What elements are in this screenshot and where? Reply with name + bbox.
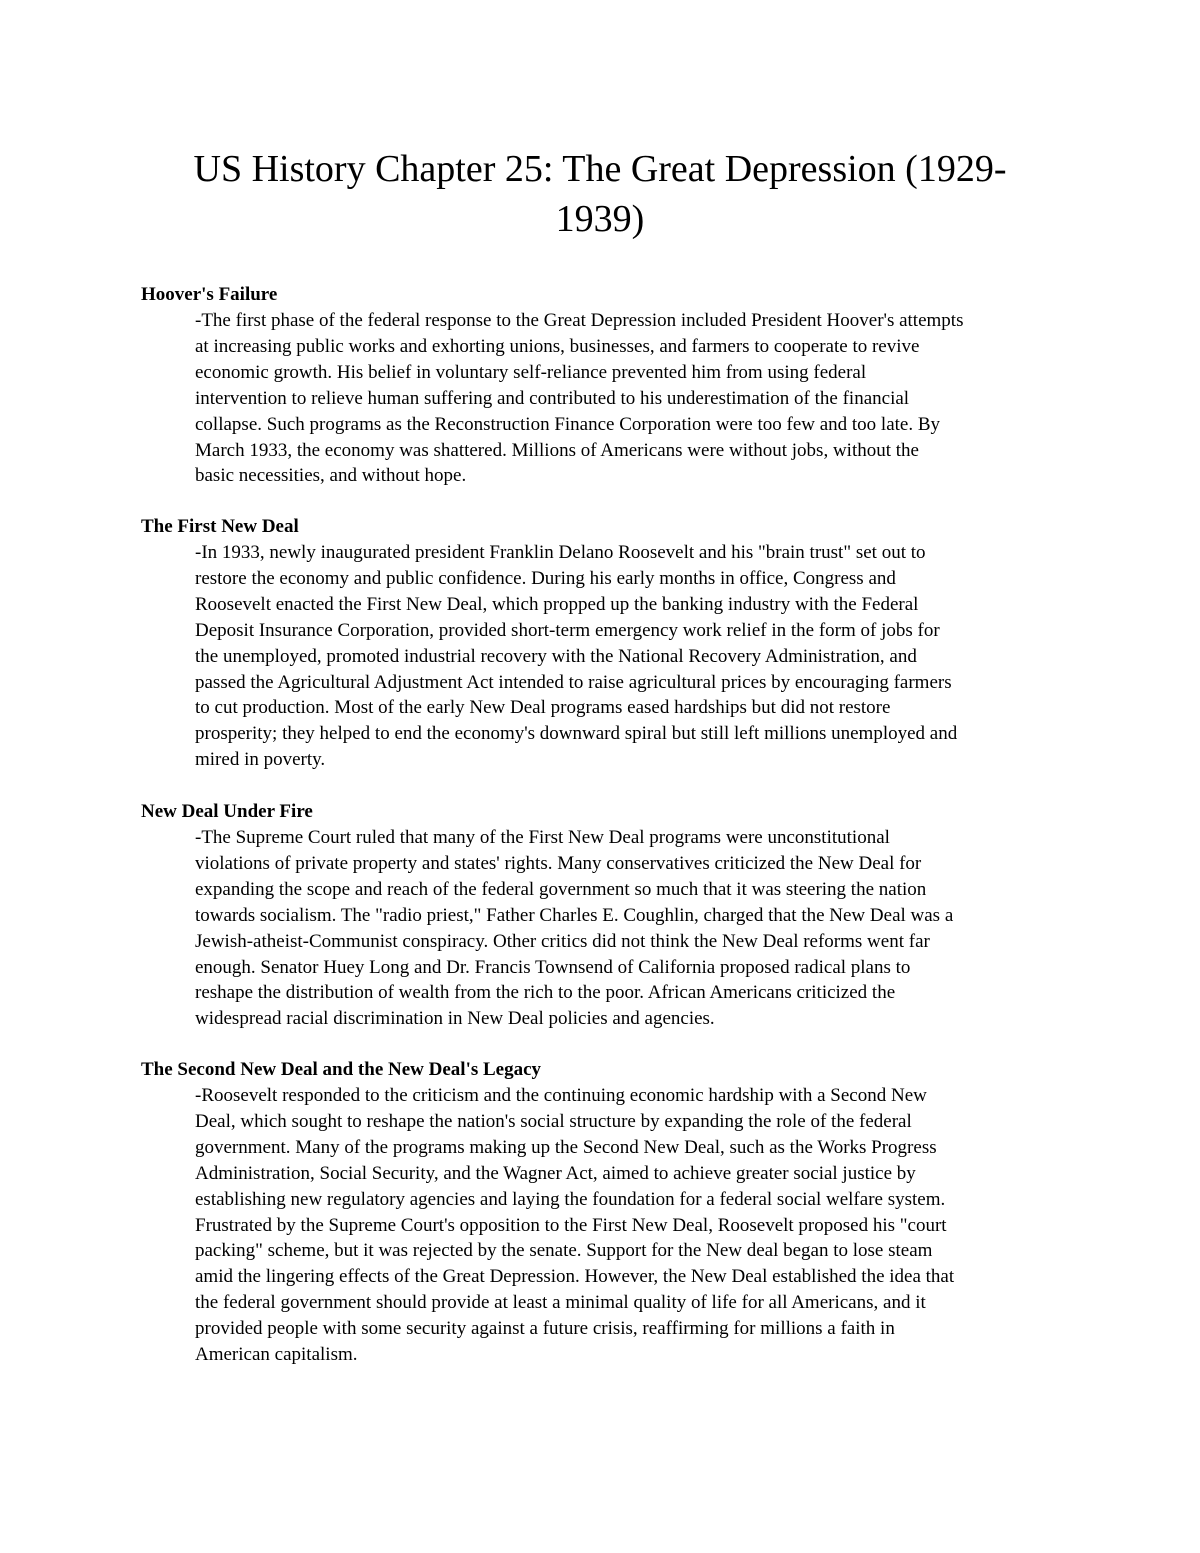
section-first-new-deal (141, 514, 1071, 773)
section-paragraph (195, 308, 1065, 489)
section-paragraph (195, 825, 1065, 1032)
paragraph-line: Jewish-atheist-Communist conspiracy. Other critics did not think the New Deal reforms went far (195, 930, 930, 952)
paragraph-line: Administration, Social Security, and the Wagner Act, aimed to achieve greater social justice by (195, 1162, 916, 1184)
paragraph-line: the federal government should provide at least a minimal quality of life for all Americans, and it (195, 1292, 926, 1314)
title-line-2: 1939) (555, 198, 645, 240)
paragraph-line: restore the economy and public confidence. During his early months in office, Congress and (195, 567, 896, 589)
paragraph-line: prosperity; they helped to end the economy's downward spiral but still left millions unemployed and (195, 723, 958, 745)
paragraph-line: March 1933, the economy was shattered. Millions of Americans were without jobs, without the (195, 439, 919, 461)
paragraph-line: amid the lingering effects of the Great Depression. However, the New Deal established the idea that (195, 1266, 955, 1288)
paragraph-line: basic necessities, and without hope. (195, 465, 467, 487)
paragraph-line: economic growth. His belief in voluntary self-reliance prevented him from using federal (195, 361, 867, 383)
section-heading: New Deal Under Fire (141, 801, 313, 822)
paragraph-line: passed the Agricultural Adjustment Act intended to raise agricultural prices by encouraging farmers (195, 671, 952, 693)
paragraph-line: packing" scheme, but it was rejected by the senate. Support for the New deal began to lose steam (195, 1240, 933, 1262)
section-second-new-deal-legacy (141, 1057, 1071, 1368)
paragraph-line: -In 1933, newly inaugurated president Franklin Delano Roosevelt and his "brain trust" set out to (195, 542, 926, 563)
paragraph-line: collapse. Such programs as the Reconstruction Finance Corporation were too few and too late. By (195, 413, 941, 435)
paragraph-line: reshape the distribution of wealth from the rich to the poor. African Americans criticized the (195, 982, 896, 1004)
section-heading: The First New Deal (141, 516, 299, 537)
paragraph-line: government. Many of the programs making up the Second New Deal, such as the Works Progress (195, 1136, 937, 1158)
paragraph-line: widespread racial discrimination in New Deal policies and agencies. (195, 1008, 715, 1030)
section-heading: The Second New Deal and the New Deal's Legacy (141, 1059, 542, 1080)
paragraph-line: Frustrated by the Supreme Court's opposition to the First New Deal, Roosevelt proposed his "court (195, 1214, 947, 1236)
paragraph-line: enough. Senator Huey Long and Dr. Francis Townsend of California proposed radical plans to (195, 956, 911, 978)
paragraph-line: at increasing public works and exhorting unions, businesses, and farmers to cooperate to revive (195, 335, 920, 357)
paragraph-line: Deposit Insurance Corporation, provided short-term emergency work relief in the form of jobs for (195, 619, 940, 641)
paragraph-line: Roosevelt enacted the First New Deal, which propped up the banking industry with the Federal (195, 593, 919, 615)
section-paragraph (195, 540, 1065, 773)
section-heading: Hoover's Failure (141, 284, 278, 305)
section-paragraph (195, 1083, 1065, 1368)
paragraph-line: -Roosevelt responded to the criticism and the continuing economic hardship with a Second New (195, 1085, 927, 1106)
paragraph-line: Deal, which sought to reshape the nation's social structure by expanding the role of the federal (195, 1110, 912, 1132)
section-hoovers-failure (141, 282, 1071, 489)
paragraph-line: towards socialism. The "radio priest," Father Charles E. Coughlin, charged that the New Deal was a (195, 904, 954, 926)
paragraph-line: -The Supreme Court ruled that many of the First New Deal programs were unconstitutional (195, 827, 890, 848)
paragraph-line: intervention to relieve human suffering and contributed to his underestimation of the financial (195, 387, 910, 409)
paragraph-line: provided people with some security against a future crisis, reaffirming for millions a faith in (195, 1318, 895, 1340)
paragraph-line: American capitalism. (195, 1344, 358, 1366)
title-line-1: US History Chapter 25: The Great Depression (1929- (193, 148, 1007, 190)
paragraph-line: to cut production. Most of the early New Deal programs eased hardships but did not restore (195, 697, 891, 719)
paragraph-line: -The first phase of the federal response to the Great Depression included President Hoover's attempts (195, 310, 964, 331)
paragraph-line: violations of private property and states' rights. Many conservatives criticized the New Deal for (195, 852, 922, 874)
paragraph-line: mired in poverty. (195, 749, 326, 771)
paragraph-line: expanding the scope and reach of the federal government so much that it was steering the nation (195, 878, 927, 900)
section-new-deal-under-fire (141, 799, 1071, 1032)
document-title (150, 144, 1050, 244)
paragraph-line: establishing new regulatory agencies and laying the foundation for a federal social welfare system. (195, 1188, 946, 1210)
paragraph-line: the unemployed, promoted industrial recovery with the National Recovery Administration, and (195, 645, 917, 667)
